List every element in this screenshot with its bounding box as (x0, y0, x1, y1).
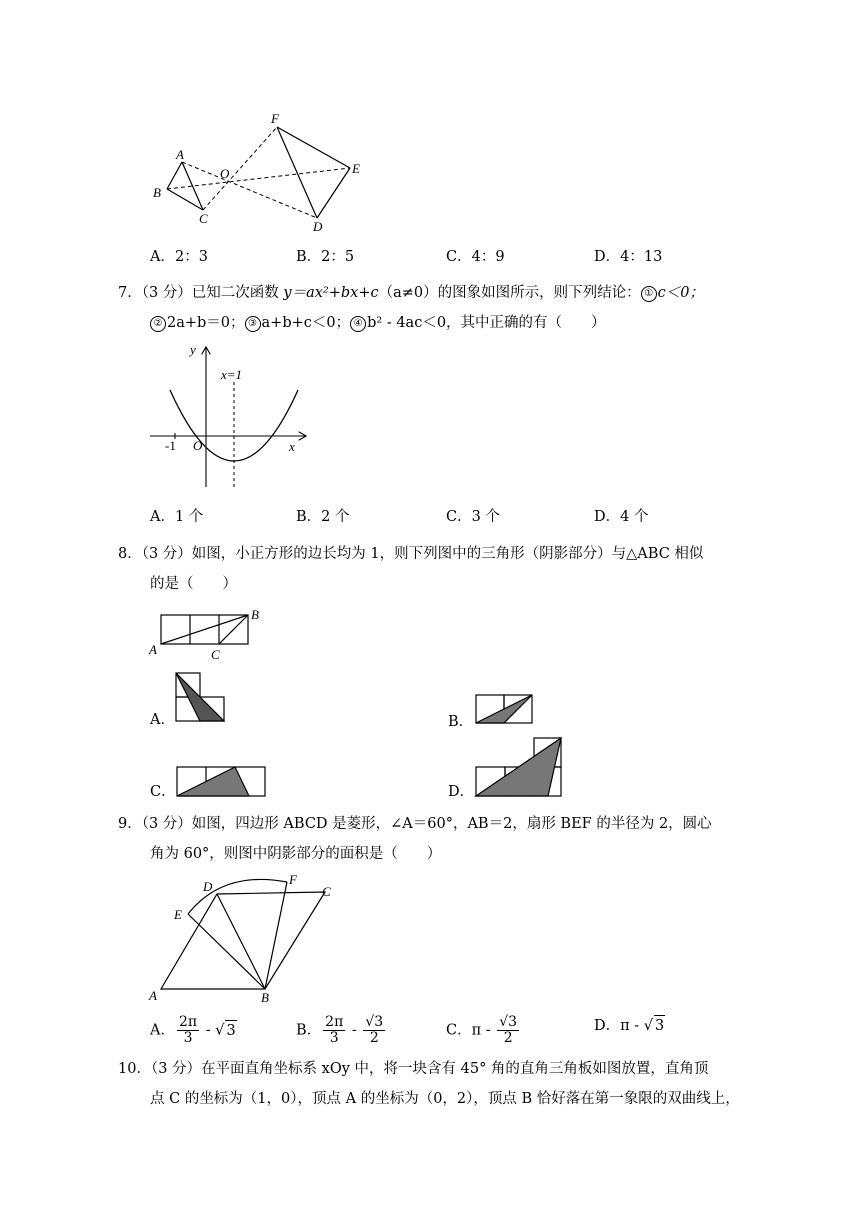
q9-label-D: D (203, 879, 213, 894)
q9-diagonal-BD (217, 894, 265, 989)
q9-a-den: 3 (183, 1030, 193, 1046)
q6-seg-FD (277, 127, 317, 218)
q9-c-fraction (497, 1015, 519, 1046)
q8-option-c[interactable]: C． (150, 784, 176, 800)
q7-label-x: x (289, 439, 295, 454)
q9-label-A: A (149, 988, 157, 1003)
q6-option-d[interactable]: D．4：13 (594, 249, 663, 265)
q8-stem-line2: 的是（ ） (150, 576, 237, 592)
q6-label-E: E (352, 161, 360, 176)
q9-c-rad-den: 2 (503, 1030, 513, 1046)
q9-label-E: E (174, 907, 182, 922)
q7-label-y: y (190, 342, 196, 357)
q9-d-label: D． (594, 1018, 621, 1034)
q6-label-B: B (153, 185, 161, 200)
q7-label-neg1: -1 (165, 438, 176, 453)
q7-claim-1: c＜0； (657, 285, 705, 301)
q7-stem-line2 (150, 313, 606, 333)
q6-option-c[interactable]: C．4：9 (446, 249, 505, 265)
q9-option-d[interactable]: D．π - √ 3 (594, 1015, 665, 1036)
q7-prefix: 7．（3 分）已知二次函数 (118, 285, 284, 301)
q9-b-label: B． (296, 1022, 322, 1039)
q8-option-c-figure[interactable] (174, 764, 269, 800)
q7-option-b[interactable]: B．2 个 (296, 509, 350, 525)
q8-seg-AB (161, 615, 248, 644)
q9-a-num: 2π (178, 1014, 198, 1030)
q9-a-radicand: 3 (225, 1020, 236, 1041)
q9-rhombus-figure (145, 872, 345, 1004)
q9-radius-BF (265, 882, 287, 989)
q6-seg-AB (167, 162, 182, 189)
q7-claim-2: 2a+b＝0； (167, 315, 245, 331)
q7-function: y＝ax²+bx+c (283, 285, 379, 301)
q7-claim-3: a+b+c＜0； (261, 315, 351, 331)
q7-marker-3: ③ (245, 316, 261, 332)
q8-option-a[interactable]: A． (150, 712, 175, 728)
q6-seg-ED (317, 168, 350, 218)
q9-option-a[interactable]: A． $\frac{2\pi}{3}$ - √ 3 (150, 1014, 236, 1046)
q8-label-B: B (251, 607, 259, 622)
q8-reference-figure (145, 604, 270, 662)
q9-rhombus (161, 892, 325, 989)
q8-c-shaded-triangle (177, 767, 249, 796)
q9-b-minus: - (347, 1022, 362, 1039)
q7-parabola-graph (145, 342, 315, 492)
q9-stem-line2: 角为 60°，则图中阴影部分的面积是（ ） (150, 846, 442, 862)
q8-option-d-figure[interactable] (473, 735, 565, 800)
q7-option-d[interactable]: D．4 个 (594, 509, 649, 525)
q8-stem-line1: 8．（3 分）如图，小正方形的边长均为 1，则下列图中的三角形（阴影部分）与△ABC 相似 (118, 546, 704, 562)
q8-option-b[interactable]: B． (448, 714, 474, 730)
q7-option-a[interactable]: A．1 个 (150, 509, 204, 525)
q8-option-b-figure[interactable] (473, 692, 537, 728)
q6-option-b[interactable]: B．2：5 (296, 249, 355, 265)
q9-b-num: 2π (325, 1014, 344, 1030)
q9-c-pi: π - (471, 1022, 496, 1039)
q6-label-F: F (271, 111, 279, 126)
q7-option-c[interactable]: C．3 个 (446, 509, 500, 525)
q9-b-rad-den: 2 (369, 1030, 379, 1046)
q9-a-label: A． (150, 1022, 175, 1039)
q9-label-C: C (322, 884, 331, 899)
q6-seg-FE (277, 127, 350, 168)
q9-option-b[interactable] (296, 1015, 387, 1046)
q7-label-axis: x=1 (221, 367, 243, 382)
q7-marker-4: ④ (350, 316, 366, 332)
q9-b-rad-num: √3 (365, 1014, 384, 1030)
q9-d-pi: π - (620, 1018, 644, 1034)
q9-label-B: B (261, 990, 269, 1004)
q8-label-C: C (211, 647, 220, 662)
q9-a-minus: - (201, 1022, 216, 1039)
q6-label-A: A (176, 147, 184, 162)
q9-radius-BE (188, 914, 265, 989)
q9-c-rad-num: √3 (499, 1014, 518, 1030)
q9-stem-line1: 9．（3 分）如图，四边形 ABCD 是菱形，∠A＝60°，AB＝2，扇形 BEF 的半径为 2，圆心 (118, 816, 712, 832)
q7-claim-4: b² - 4ac＜0，其中正确的有（ ） (367, 315, 606, 331)
q6-figure (145, 105, 375, 240)
q9-b-fraction2 (363, 1015, 385, 1046)
q9-c-label: C． (446, 1022, 472, 1039)
q9-option-c[interactable] (446, 1015, 521, 1046)
q9-b-fraction1 (323, 1015, 345, 1046)
q7-marker-1: ① (641, 286, 657, 302)
q8-option-d[interactable]: D． (448, 784, 475, 800)
q7-stem-line1 (118, 283, 704, 303)
q6-option-a[interactable]: A．2：3 (150, 249, 208, 265)
q8-option-a-figure[interactable] (172, 670, 228, 726)
q6-dash-CF (203, 127, 277, 210)
q6-label-C: C (199, 211, 208, 226)
q10-stem-line2: 点 C 的坐标为（1，0），顶点 A 的坐标为（0，2），顶点 B 恰好落在第一象限的双曲线上， (150, 1091, 740, 1107)
q9-b-den: 3 (329, 1030, 339, 1046)
q6-dash-BE (167, 168, 350, 189)
q9-d-radicand: 3 (654, 1015, 665, 1036)
q8-label-A: A (149, 642, 157, 657)
q6-seg-BC (167, 189, 203, 210)
q6-label-D: D (313, 219, 323, 234)
q7-label-origin: O (193, 438, 203, 453)
q10-stem-line1: 10．（3 分）在平面直角坐标系 xOy 中，将一块含有 45° 角的直角三角板如图放置，直角顶 (118, 1061, 709, 1077)
q7-condition: （a≠0）的图象如图所示，则下列结论： (378, 285, 641, 301)
q6-label-O: O (220, 166, 230, 181)
q9-label-F: F (289, 872, 297, 887)
q7-marker-2: ② (150, 316, 166, 332)
q9-a-fraction (177, 1015, 199, 1046)
q6-seg-AC (182, 162, 203, 210)
